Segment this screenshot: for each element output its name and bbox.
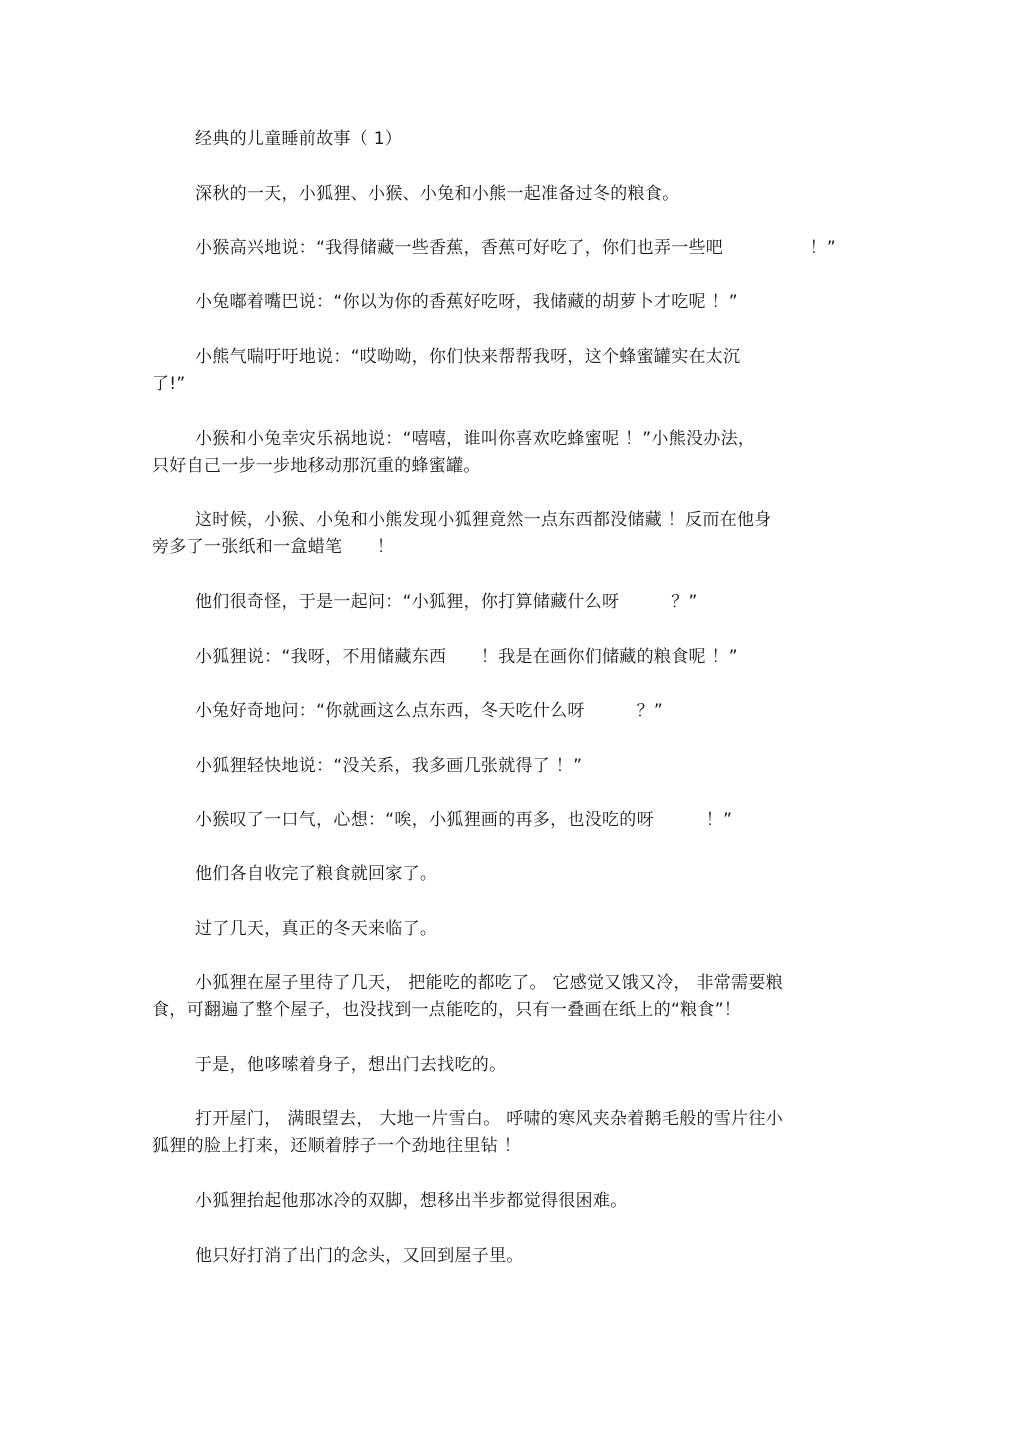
paragraph-11 [152,807,872,834]
paragraph-line: 打开屋门， 满眼望去， 大地一片雪白。 呼啸的寒风夹杂着鹅毛般的雪片往小 [195,1109,784,1129]
paragraph-14 [152,970,872,1024]
paragraph-5 [152,426,872,480]
paragraph-9 [152,698,872,725]
paragraph-line: 过了几天，真正的冬天来临了。 [195,919,438,939]
paragraph-line: 小猴叹了一口气，心想：“唉，小狐狸画的再多，也没吃的呀 ！” [195,810,733,830]
paragraph-15 [152,1052,872,1079]
paragraph-line: 他们很奇怪，于是一起问：“小狐狸，你打算储藏什么呀 ？” [195,592,698,612]
paragraph-line: 这时候，小猴、小兔和小熊发现小狐狸竟然一点东西都没储藏 ！反而在他身 [195,510,772,530]
paragraph-line: 只好自己一步一步地移动那沉重的蜂蜜罐。 [152,456,481,476]
paragraph-line: 小兔好奇地问：“你就画这么点东西，冬天吃什么呀 ？” [195,701,664,721]
title-line: 经典的儿童睡前故事（ 1） [195,129,403,149]
paragraph-line: 小狐狸轻快地说：“没关系，我多画几张就得了 ！” [195,756,583,776]
document-title [152,126,872,153]
paragraph-13 [152,916,872,943]
paragraph-line: 小熊气喘吁吁地说：“哎呦呦，你们快来帮帮我呀，这个蜂蜜罐实在太沉 [195,347,741,367]
paragraph-line: 他们各自收完了粮食就回家了。 [195,864,438,884]
paragraph-10 [152,753,872,780]
paragraph-line: 深秋的一天，小狐狸、小猴、小兔和小熊一起准备过冬的粮食。 [195,184,680,204]
paragraph-line: 小狐狸说：“我呀，不用储藏东西 ！我是在画你们储藏的粮食呢 ！” [195,647,738,667]
paragraph-line: 他只好打消了出门的念头，又回到屋子里。 [195,1246,524,1266]
paragraph-line: 小猴高兴地说：“我得储藏一些香蕉，香蕉可好吃了，你们也弄一些吧 ！” [195,238,837,258]
paragraph-2 [152,235,872,262]
paragraph-16 [152,1106,872,1160]
paragraph-line: 旁多了一张纸和一盒蜡笔 ！ [152,537,395,557]
paragraph-4 [152,344,872,398]
paragraph-line: 小狐狸在屋子里待了几天， 把能吃的都吃了。 它感觉又饿又冷， 非常需要粮 [195,973,784,993]
paragraph-line: 于是，他哆嗦着身子，想出门去找吃的。 [195,1055,507,1075]
paragraph-1 [152,181,872,208]
paragraph-3 [152,289,872,316]
paragraph-line: 了!” [152,374,186,394]
paragraph-6 [152,507,872,561]
paragraph-line: 食，可翻遍了整个屋子，也没找到一点能吃的，只有一叠画在纸上的“粮食”！ [152,1000,742,1020]
paragraph-17 [152,1188,872,1215]
paragraph-line: 小猴和小兔幸灾乐祸地说：“嘻嘻，谁叫你喜欢吃蜂蜜呢 ！”小熊没办法， [195,429,756,449]
paragraph-line: 狐狸的脸上打来，还顺着脖子一个劲地往里钻 ！ [152,1136,522,1156]
paragraph-line: 小兔嘟着嘴巴说：“你以为你的香蕉好吃呀，我储藏的胡萝卜才吃呢 ！” [195,292,738,312]
paragraph-18 [152,1243,872,1270]
paragraph-12 [152,861,872,888]
paragraph-7 [152,589,872,616]
paragraph-8 [152,644,872,671]
paragraph-line: 小狐狸抬起他那冰冷的双脚，想移出半步都觉得很困难。 [195,1191,628,1211]
